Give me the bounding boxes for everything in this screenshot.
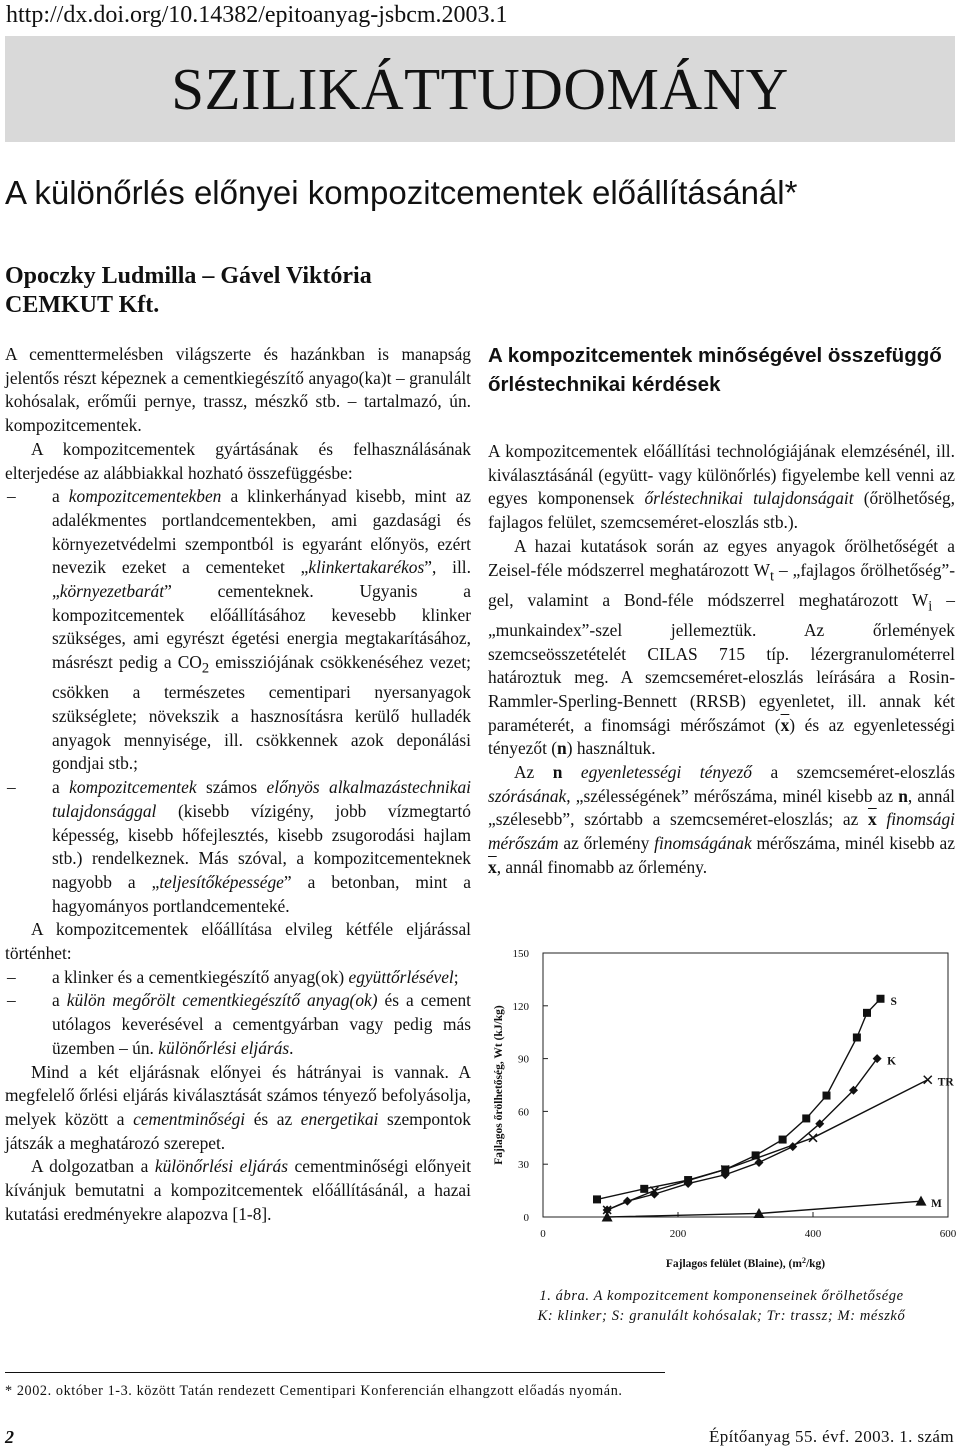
- series-label: S: [890, 995, 897, 1008]
- series-line: [607, 1201, 921, 1217]
- data-point: [640, 1185, 648, 1193]
- x-tick-label: 0: [540, 1228, 546, 1240]
- page-number: 2: [5, 1427, 14, 1447]
- data-point: [877, 995, 885, 1003]
- list-item: – a külön megőrölt cementkiegészítő anyag(ok) és a cement utólagos keverésével a cementgyárban vagy pedig más üzemben – ún. különőrlési eljárás.: [7, 990, 471, 1058]
- y-axis-label: Fajlagos őrölhetőség, Wt (kJ/kg): [493, 1005, 505, 1165]
- authors: Opoczky Ludmilla – Gável Viktória: [5, 263, 372, 289]
- y-tick-label: 60: [518, 1106, 529, 1119]
- list-item: – a kompozitcementekben a klinkerhányad kisebb, mint az adalékmentes portlandcementekben, ami gazdasági és környezetvédelmi szempontból is egyaránt előnyös, ezért nevezik ezeket a cementeket „klinkertakarékos”, ill. „környezetbarát” cementeknek. Ugyanis a kompozitcementek előállításához kevesebb klinker szükséges, ami egyrészt égetési energia megtakarításához, másrészt pedig a $CO_2$ emissziójának csökkenéséhez vezet; csökken a természetes cementipari nyersanyagok szükséglete; növekszik a hasznosításra kerülő hulladék anyagok mennyisége, ill. csökkennek azok deponálási gondjai stb.;: [7, 486, 471, 774]
- right-column: [488, 440, 955, 880]
- section-heading: A kompozitcementek minőségével összefüggő őrléstechnikai kérdések: [488, 344, 942, 396]
- series-label: K: [887, 1055, 897, 1068]
- plot-frame: [543, 953, 948, 1217]
- data-point: [802, 1114, 810, 1122]
- y-tick-label: 150: [512, 948, 529, 960]
- doi-link[interactable]: http://dx.doi.org/10.14382/epitoanyag-jsbcm.2003.1: [6, 2, 508, 28]
- data-point: [916, 1196, 927, 1206]
- section-banner: [5, 36, 955, 142]
- footnote-rule: [5, 1372, 665, 1373]
- paragraph: Mind a két eljárásnak előnyei és hátrányai is vannak. A megfelelő őrlési eljárás kiválasztását számos tényező befolyásolja, melyek között a cementminőségi és az energetikai szempontok játszák a meghatározó szerepet.: [5, 1061, 472, 1153]
- x-tick-label: 200: [669, 1228, 687, 1240]
- footnote: * 2002. október 1-3. között Tatán rendezett Cementipari Konferencián elhangzott előadás nyomán.: [5, 1383, 623, 1399]
- data-point: [823, 1092, 831, 1100]
- y-tick-label: 120: [512, 1000, 529, 1013]
- x-tick-label: 400: [804, 1228, 822, 1240]
- data-point: [863, 1009, 871, 1017]
- grindability-chart: [488, 935, 958, 1275]
- intro-paragraph: A cementtermelésben világszerte és hazánkban is manapság jelentős részt képeznek a cementkiegészítő anyago(ka)t – granulált kohósalak, erőműi pernye, trassz, mészkő stb. – tartalmazó, ún. kompozitcementek.: [5, 344, 471, 436]
- x-tick-label: 600: [939, 1228, 957, 1240]
- affiliation: CEMKUT Kft.: [5, 292, 160, 318]
- series-label: TR: [937, 1076, 954, 1089]
- y-tick-label: 90: [518, 1053, 529, 1066]
- paragraph: A kompozitcementek előállítása elvileg kétféle eljárással történhet:: [5, 919, 471, 964]
- section-title: SZILIKÁTTUDOMÁNY: [171, 55, 789, 122]
- paragraph: A dolgozatban a különőrlési eljárás cementminőségi előnyeit kívánjuk bemutatni a kompozitcementek előállításánál, a hazai kutatási eredményekre alapozva [1-8].: [5, 1156, 472, 1224]
- author-block: [5, 262, 372, 320]
- y-tick-label: 0: [523, 1212, 529, 1224]
- list-item: – a klinker és a cementkiegészítő anyag(ok) együttőrlésével;: [7, 966, 459, 987]
- data-point: [593, 1195, 601, 1203]
- paragraph: A kompozitcementek gyártásának és felhasználásának elterjedése az alábbiakkal hozható összefüggésbe:: [5, 438, 471, 483]
- list-item: – a kompozitcementek számos előnyös alkalmazástechnikai tulajdonsággal (kisebb vízigény, jobb vízmegtartó képesség, kisebb hőfejlesztés, kisebb zsugorodási hajlam stb.) rendelkeznek. Más szóval, a kompozitcementeknek nagyobb a „teljesítőképessége” a betonban, mint a hagyományos portlandcementeké.: [7, 777, 471, 916]
- series-label: M: [931, 1198, 942, 1211]
- data-point: [779, 1136, 787, 1144]
- data-point: [924, 1076, 932, 1084]
- figure-caption: 1. ábra. A kompozitcement komponenseinek őrölhetősége K: klinker; S: granulált kohósalak; Tr: trassz; M: mészkő: [537, 1288, 906, 1324]
- journal-info: Építőanyag 55. évf. 2003. 1. szám: [708, 1427, 954, 1446]
- article-title: A különőrlés előnyei kompozitcementek előállításánál*: [5, 174, 798, 211]
- left-column: [5, 343, 471, 1226]
- paragraph: A hazai kutatások során az egyes anyagok őrölhetőségét a Zeisel-féle módszerrel meghatározott $W_t$ – „fajlagos őrölhetőség”-gel, valamint a Bond-féle módszerrel meghatározott $W_i$ – „munkaindex”-szel jellemeztük. Az őrlemények szemcseösszetételét CILAS 715 típ. lézergranulométerrel határoztuk meg. A szemcseméret-eloszlás leírására a Rosin-Rammler-Sperling-Bennett (RRSB) egyenletet, ill. annak két paraméterét, a finomsági mérőszámot $(\overline{x})$ és az egyenletességi tényezőt (n) használtuk.: [488, 535, 956, 759]
- y-tick-label: 30: [518, 1159, 529, 1172]
- data-point: [809, 1134, 817, 1142]
- x-axis-label: Fajlagos felület (Blaine), $(m^2/kg)$: [665, 1255, 826, 1270]
- paragraph: A kompozitcementek előállítási technológiájának elemzésénél, ill. kiválasztásánál (együtt- vagy különőrlés) figyelembe kell venni az egyes komponensek őrléstechnikai tulajdonságait (őrölhetőség, fajlagos felület, szemcseméret-eloszlás stb.).: [488, 441, 955, 533]
- data-point: [853, 1033, 861, 1041]
- paragraph: Az n egyenletességi tényező a szemcseméret-eloszlás szórásának, „szélességének” mérőszáma, minél kisebb az n, annál „szélesebb”, szórtabb a szemcseméret-eloszlás; az $\overline{x}$ finomsági mérőszám az őrlemény finomságának mérőszáma, minél kisebb az $\overline{x}$, annál finomabb az őrlemény.: [488, 762, 956, 877]
